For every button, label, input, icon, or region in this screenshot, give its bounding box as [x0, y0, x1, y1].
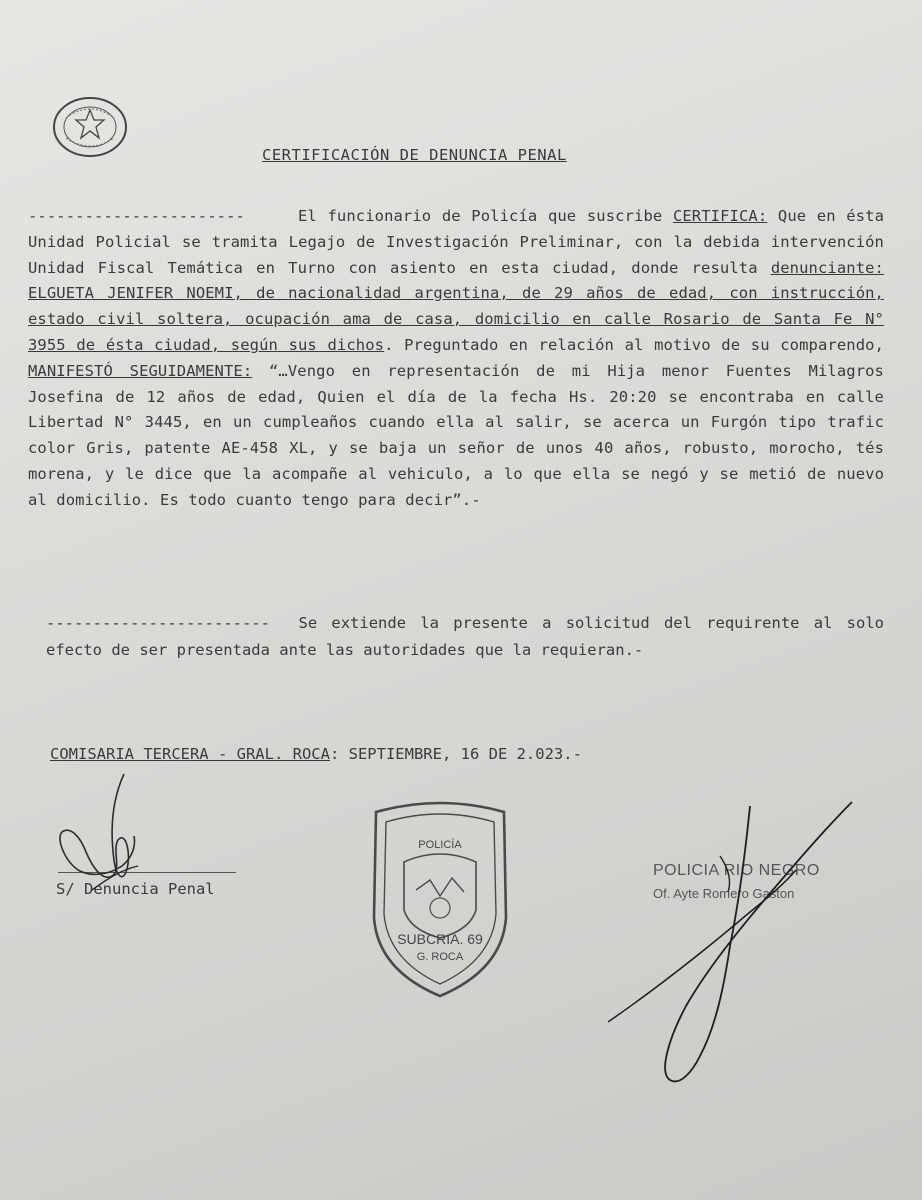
stamp-line3: G. ROCA	[416, 951, 464, 963]
extension-paragraph	[46, 610, 884, 664]
subject-line: S/ Denuncia Penal	[56, 880, 215, 898]
intro-text: El funcionario de Policía que suscribe	[298, 207, 663, 225]
stamp-line1: POLICÍA	[418, 839, 462, 851]
date-text: : SEPTIEMBRE, 16 DE 2.023.-	[329, 745, 582, 763]
police-stamp	[366, 800, 514, 1000]
signature-line	[58, 872, 236, 873]
stamp-line2: SUBCRIA. 69	[397, 931, 483, 947]
date-location: COMISARIA TERCERA - GRAL. ROCA	[50, 745, 330, 763]
statement-text: “…Vengo en representación de mi Hija menor Fuentes Milagros Josefina de 12 años de edad, Quien el día de la fecha Hs. 20:20 se encontraba en calle Libertad N° 3445, en un cumpleaños cuando ella al salir, se acerca un Furgón tipo trafic color Gris, patente AE-458 XL, y se baja un señor de unos 40 años, robusto, morocho, tés morena, y le dice que la acompañe al vehiculo, a lo que ella se negó y se metió de nuevo al domicilio. Es todo cuanto tengo para decir”.-	[28, 361, 884, 509]
certification-text: Que en ésta Unidad Policial se tramita Legajo de Investigación Preliminar, con la debida intervención Unidad Fiscal Temática en Turno con asiento en esta ciudad, donde resulta	[28, 207, 884, 277]
certification-paragraph	[28, 204, 884, 514]
extension-text: Se extiende la presente a solicitud del requirente al solo efecto de ser presentada ante las autoridades que la requieran.-	[46, 614, 884, 659]
date-line	[50, 745, 582, 763]
officer-org: POLICIA RIO NEGRO	[653, 862, 820, 879]
dash-filler: ------------------------	[46, 614, 270, 632]
document-title: CERTIFICACIÓN DE DENUNCIA PENAL	[262, 146, 567, 164]
police-seal-icon	[52, 96, 128, 158]
officer-block	[653, 862, 820, 901]
right-signature-icon	[600, 796, 860, 1092]
officer-name: Of. Ayte Romero Gaston	[653, 886, 795, 901]
dash-filler: -----------------------	[28, 207, 245, 225]
certifica-label: CERTIFICA:	[672, 207, 768, 225]
denunciante-details: ELGUETA JENIFER NOEMI, de nacionalidad argentina, de 29 años de edad, con instrucción, estado civil soltera, ocupación ama de casa, domicilio en calle Rosario de Santa Fe N° 3955 de ésta ciudad, según sus dichos	[28, 284, 884, 354]
comparendo-text: . Preguntado en relación al motivo de su comparendo,	[384, 335, 884, 354]
denunciante-label: denunciante:	[770, 258, 884, 277]
manifesto-label: MANIFESTÓ SEGUIDAMENTE:	[28, 361, 253, 380]
